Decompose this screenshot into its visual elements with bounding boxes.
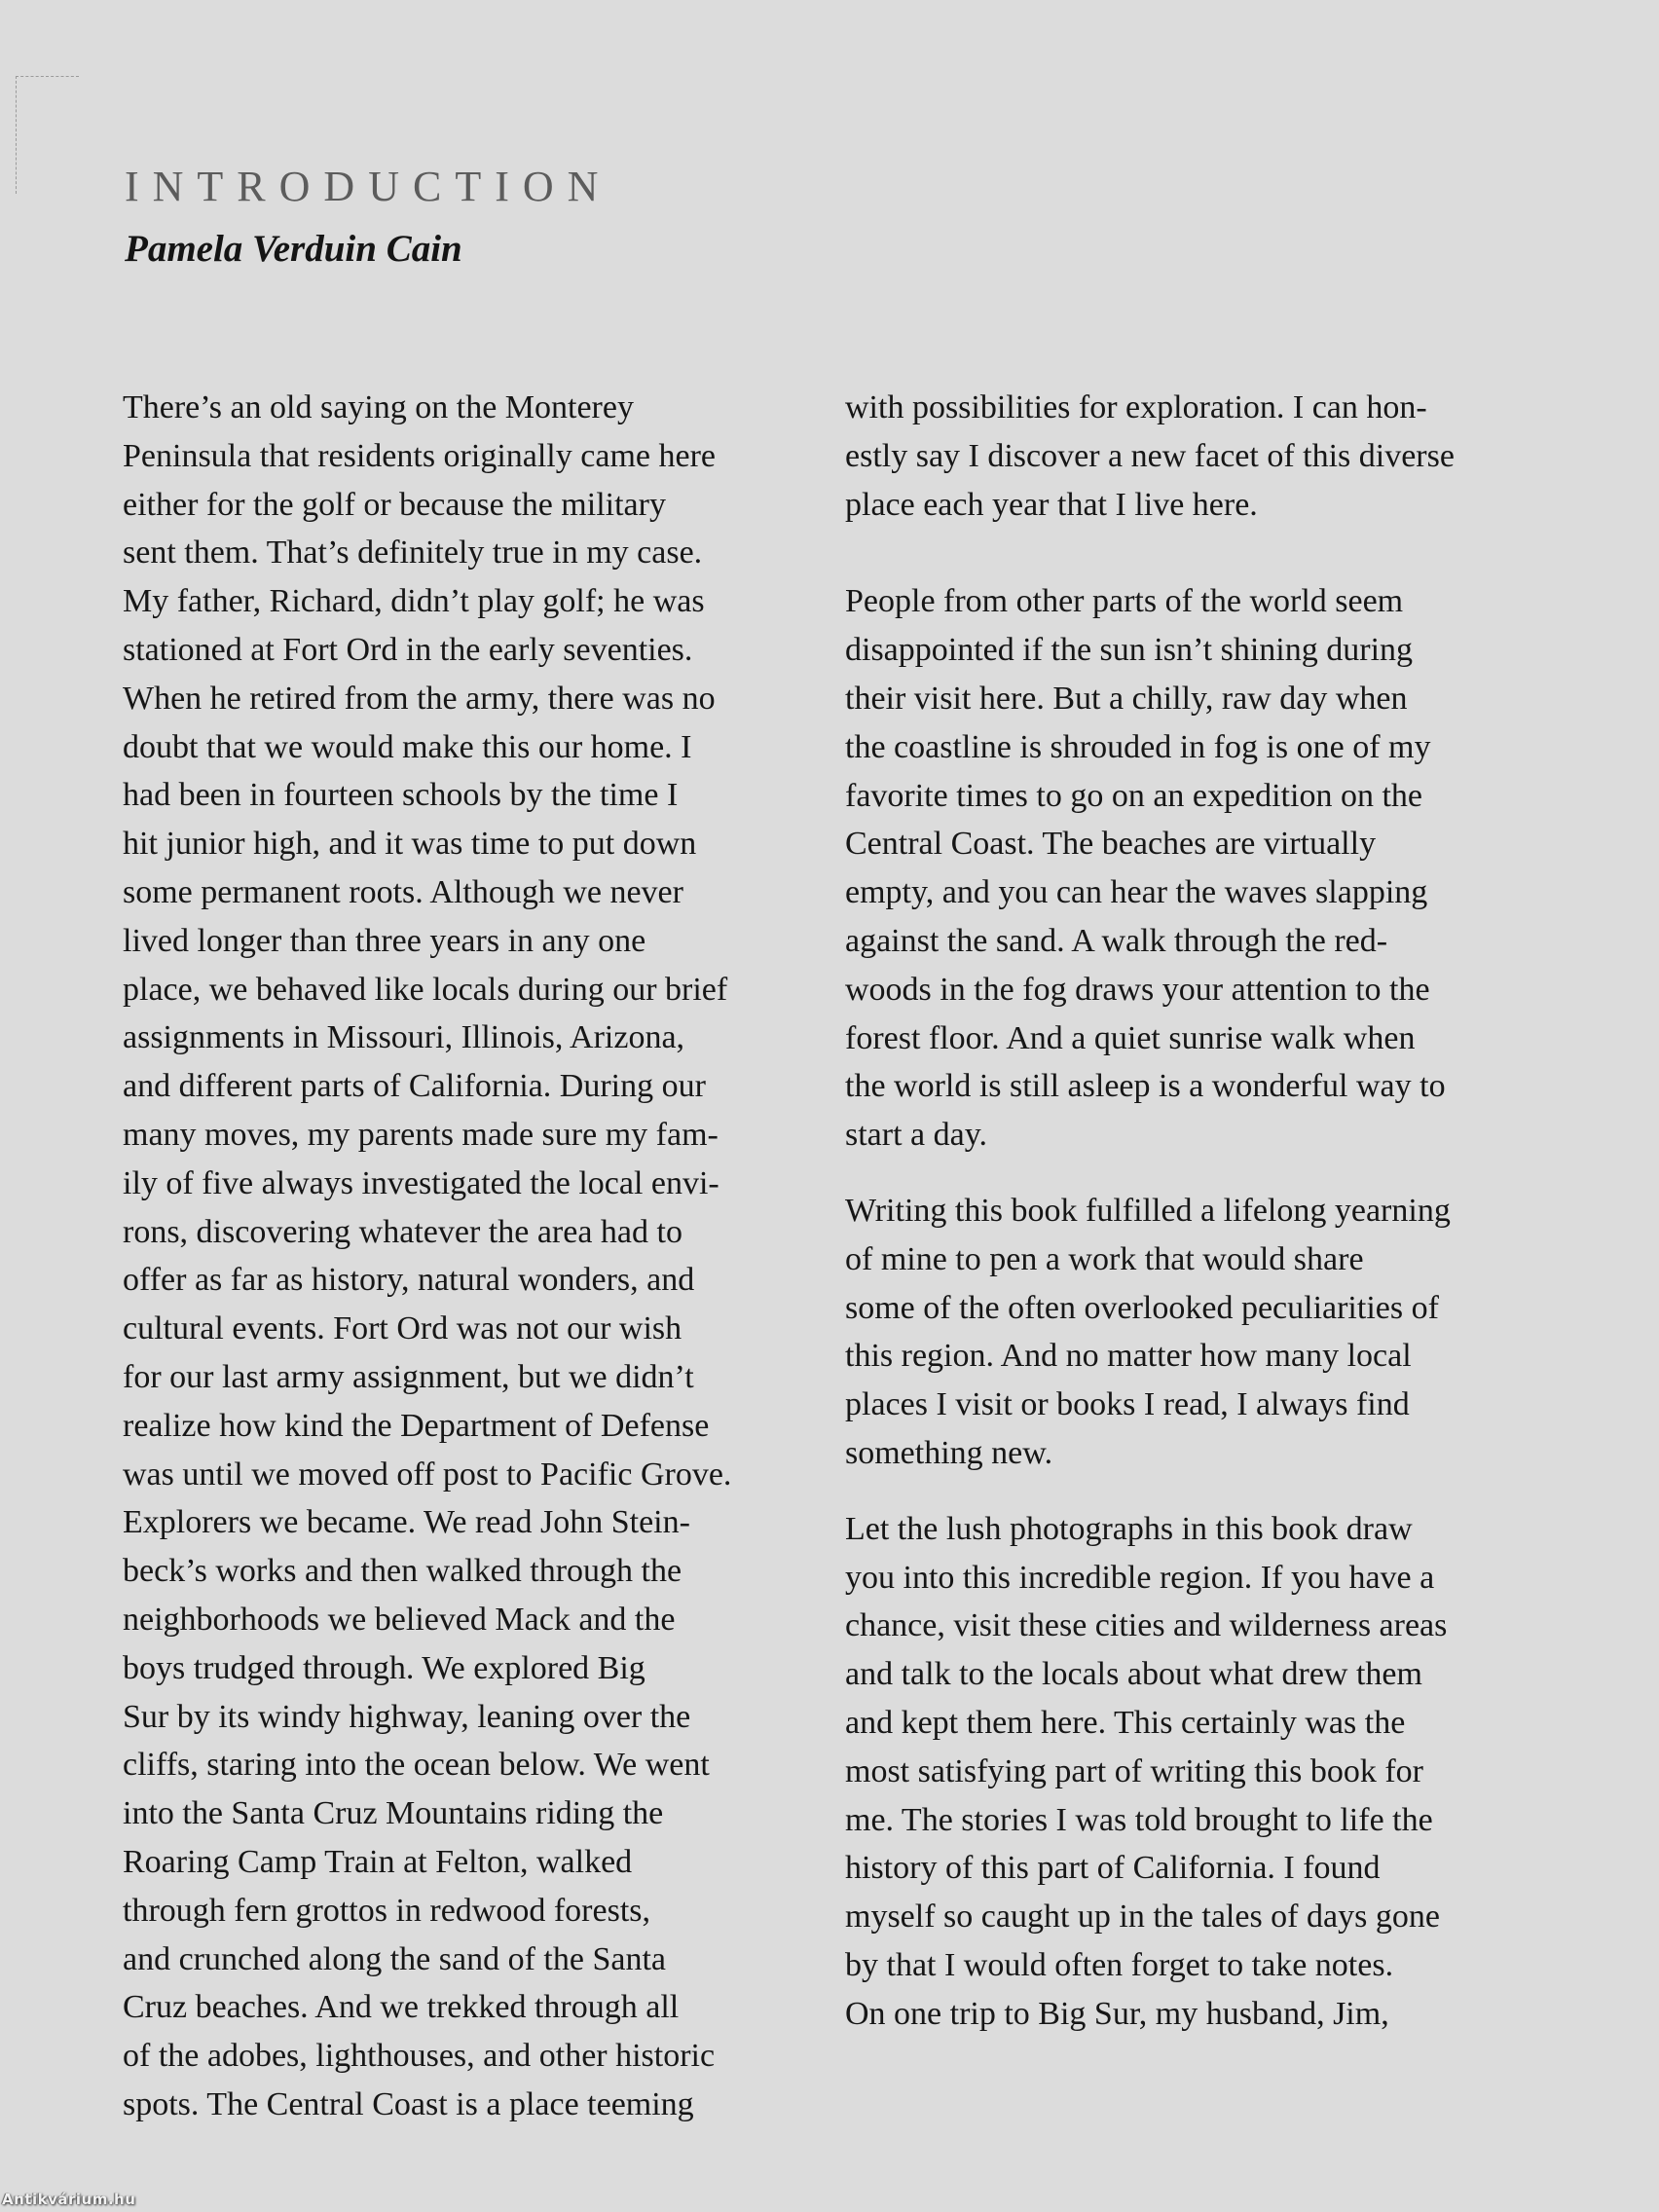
paragraph [845,1505,1455,2039]
author-name: Pamela Verduin Cain [125,228,462,270]
text-line: Central Coast. The beaches are virtually [845,826,1377,863]
text-line: Let the lush photographs in this book draw [845,1510,1413,1547]
text-line: hit junior high, and it was time to put down [123,826,697,863]
text-line: place each year that I live here. [845,486,1258,523]
text-line: There’s an old saying on the Monterey [123,389,634,425]
text-line: into the Santa Cruz Mountains riding the [123,1795,664,1832]
text-line: lived longer than three years in any one [123,922,646,959]
text-line: something new. [845,1434,1053,1471]
chapter-heading: INTRODUCTION [125,163,612,210]
text-line: Cruz beaches. And we trekked through all [123,1989,680,2026]
text-line: realize how kind the Department of Defense [123,1407,710,1444]
text-line: me. The stories I was told brought to life the [845,1801,1433,1838]
text-line: and kept them here. This certainly was the [845,1704,1406,1741]
text-line: boys trudged through. We explored Big [123,1649,645,1686]
text-line: cliffs, staring into the ocean below. We went [123,1747,710,1784]
text-line: forest floor. And a quiet sunrise walk when [845,1019,1416,1056]
text-line: beck’s works and then walked through the [123,1553,682,1590]
text-line: Roaring Camp Train at Felton, walked [123,1843,633,1880]
paragraph [845,577,1455,1160]
text-line: this region. And no matter how many local [845,1338,1412,1375]
text-line: some permanent roots. Although we never [123,873,683,910]
text-line: myself so caught up in the tales of days gone [845,1899,1440,1936]
text-line: of the adobes, lighthouses, and other historic [123,2038,716,2075]
text-line: woods in the fog draws your attention to the [845,971,1430,1008]
text-line: chance, visit these cities and wilderness areas [845,1607,1448,1644]
text-line: with possibilities for exploration. I can hon- [845,389,1427,425]
text-line: some of the often overlooked peculiarities of [845,1289,1439,1326]
text-line: ily of five always investigated the local envi- [123,1164,719,1201]
text-line: estly say I discover a new facet of this diverse [845,437,1455,474]
text-line: the coastline is shrouded in fog is one of my [845,728,1431,765]
text-line: the world is still asleep is a wonderful way to [845,1068,1446,1105]
watermark-logo: Antikvárium.hu [2,2191,136,2208]
text-line: favorite times to go on an expedition on the [845,777,1422,814]
text-line: places I visit or books I read, I always find [845,1386,1410,1423]
text-line: by that I would often forget to take notes. [845,1946,1394,1983]
text-line: doubt that we would make this our home. I [123,728,692,765]
paragraph [845,1187,1455,1478]
text-line: and talk to the locals about what drew them [845,1656,1422,1693]
right-column [845,384,1455,2039]
text-line: My father, Richard, didn’t play golf; he was [123,583,705,620]
text-line: rons, discovering whatever the area had to [123,1213,682,1250]
text-line: for our last army assignment, but we didn’t [123,1358,694,1395]
text-line: stationed at Fort Ord in the early seventies. [123,631,693,668]
text-line: disappointed if the sun isn’t shining during [845,632,1414,669]
text-line: empty, and you can hear the waves slapping [845,874,1428,911]
text-line: history of this part of California. I found [845,1850,1381,1887]
text-line: start a day. [845,1117,988,1154]
text-line: spots. The Central Coast is a place teeming [123,2085,694,2122]
text-line: of mine to pen a work that would share [845,1240,1364,1277]
text-line: either for the golf or because the military [123,486,666,523]
text-line: People from other parts of the world seem [845,583,1404,620]
left-column [123,384,731,2129]
text-line: Peninsula that residents originally came here [123,437,716,474]
text-line: place, we behaved like locals during our brief [123,971,728,1008]
text-line: On one trip to Big Sur, my husband, Jim, [845,1995,1389,2032]
text-line: Explorers we became. We read John Stein- [123,1504,690,1541]
text-line: and different parts of California. During our [123,1068,706,1105]
paragraph-spacer [845,1478,1455,1505]
text-line: When he retired from the army, there was no [123,680,716,717]
text-line: and crunched along the sand of the Santa [123,1940,666,1977]
text-line: assignments in Missouri, Illinois, Arizona, [123,1019,685,1056]
text-line: you into this incredible region. If you have a [845,1559,1435,1596]
text-line: cultural events. Fort Ord was not our wish [123,1310,682,1347]
text-line: was until we moved off post to Pacific Grove. [123,1456,732,1493]
paragraph-spacer [845,1160,1455,1187]
text-line: Sur by its windy highway, leaning over the [123,1698,691,1735]
text-line: most satisfying part of writing this book for [845,1752,1424,1789]
text-line: their visit here. But a chilly, raw day when [845,680,1408,717]
text-line: many moves, my parents made sure my fam- [123,1116,719,1153]
text-line: offer as far as history, natural wonders, and [123,1262,695,1299]
paragraph [845,384,1455,529]
text-line: had been in fourteen schools by the time I [123,777,679,814]
paragraph-spacer [845,529,1455,577]
crop-mark [16,76,79,194]
text-line: Writing this book fulfilled a lifelong yearning [845,1192,1451,1229]
text-line: against the sand. A walk through the red- [845,922,1388,959]
text-line: sent them. That’s definitely true in my case. [123,535,703,571]
text-line: neighborhoods we believed Mack and the [123,1601,676,1638]
text-line: through fern grottos in redwood forests, [123,1892,651,1929]
